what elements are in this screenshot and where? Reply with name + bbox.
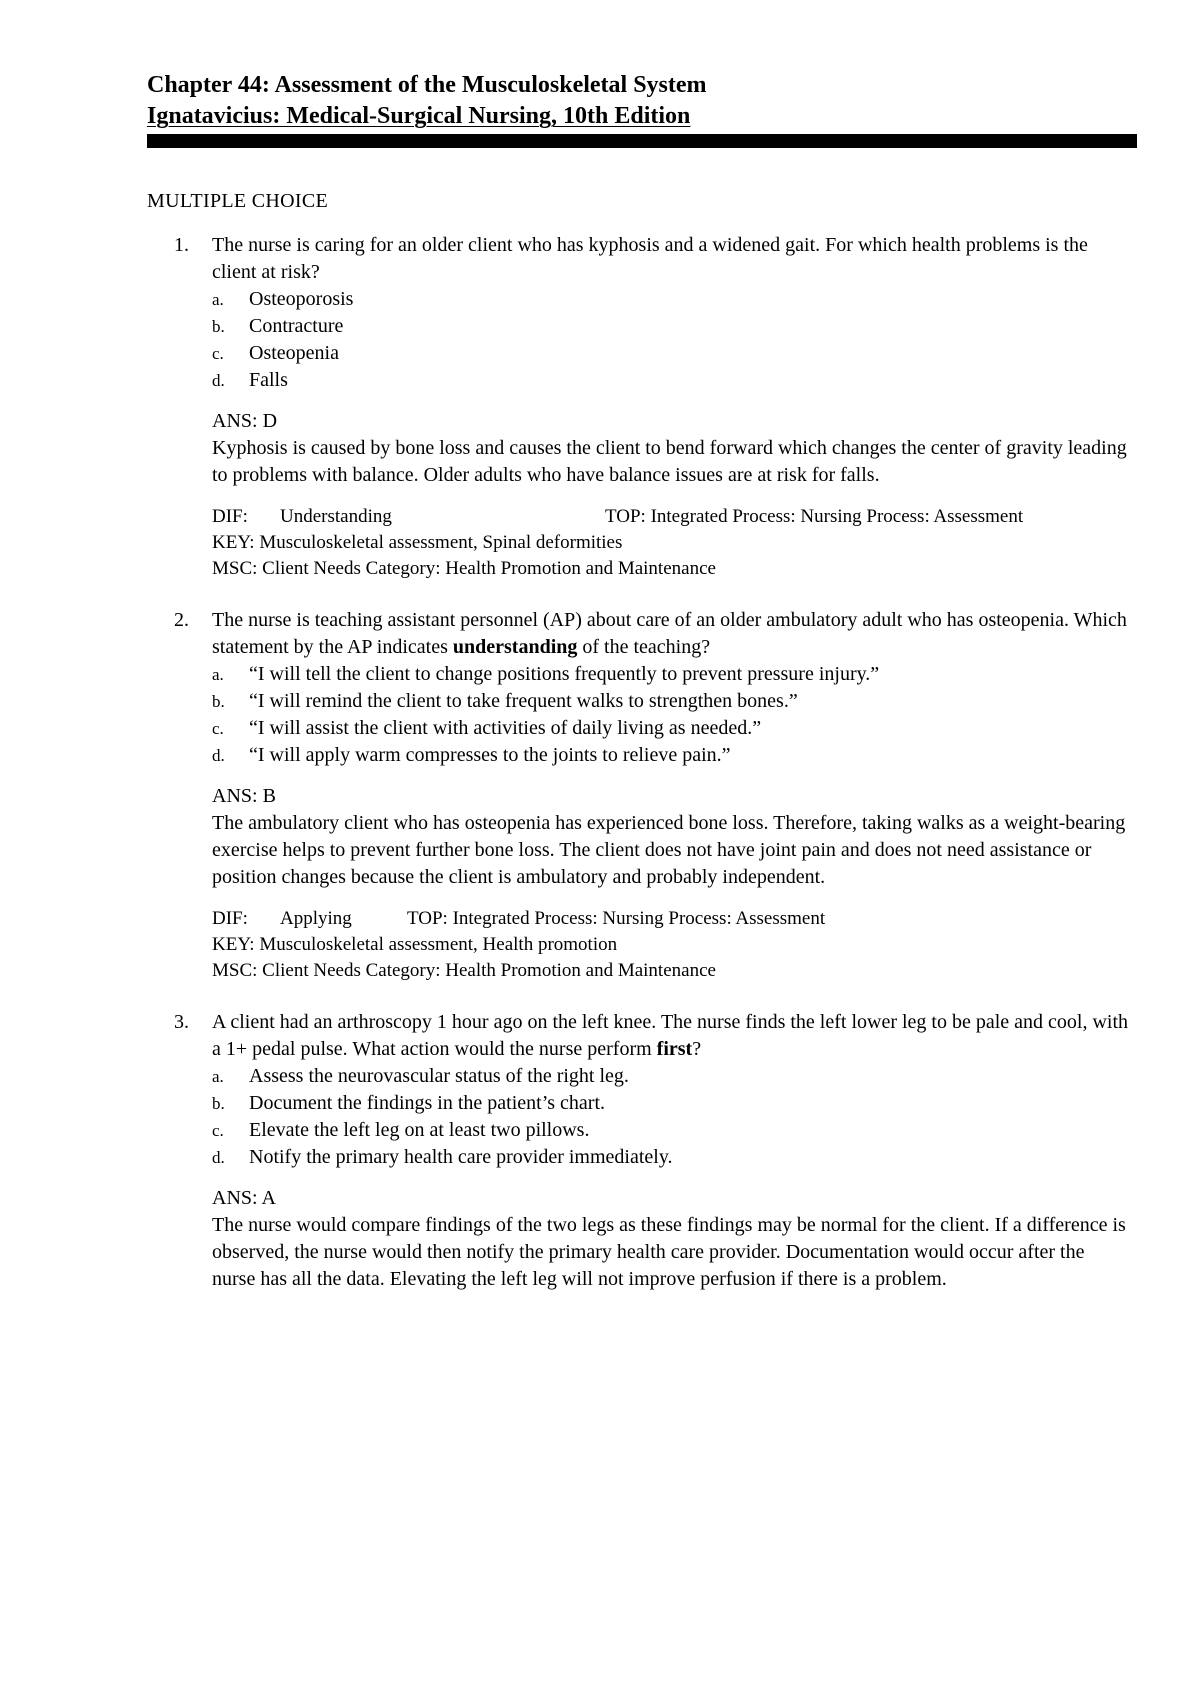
answer-key: ANS: B [212,785,276,807]
option-text: Notify the primary health care provider immediately. [249,1146,673,1168]
dif-top-row [212,504,1137,530]
option-text: Osteopenia [249,342,339,364]
option-b [212,1090,1137,1117]
option-text: “I will apply warm compresses to the joints to relieve pain.” [249,744,731,766]
option-d [212,742,1137,769]
stem-emphasis: understanding [452,636,578,658]
question-1 [147,232,1137,582]
question-stem [212,607,1137,661]
dif-value: Understanding [280,506,392,527]
dif-label: DIF: [212,908,248,929]
option-text: Document the findings in the patient’s chart. [249,1092,606,1114]
option-letter: b. [212,692,225,711]
answer-options [212,1063,1137,1171]
question-stem: The nurse is caring for an older client who has kyphosis and a widened gait. For which health problems is the client at risk? [212,234,1088,283]
option-text: Osteoporosis [249,288,354,310]
option-c [212,340,1137,367]
option-a [212,1063,1137,1090]
header-rule [147,134,1137,148]
dif-label: DIF: [212,506,248,527]
answer-key: ANS: D [212,410,278,432]
document-page [147,70,1137,1293]
rationale: The ambulatory client who has osteopenia has experienced bone loss. Therefore, taking walks as a weight-bearing exercise helps to prevent further bone loss. The client does not have joint pain and does not need assistance or position changes because the client is ambulatory and probably independent. [212,812,1126,888]
option-letter: a. [212,290,224,309]
option-letter: a. [212,1067,224,1086]
option-b [212,313,1137,340]
option-d [212,1144,1137,1171]
msc-category: MSC: Client Needs Category: Health Promotion and Maintenance [212,960,716,981]
option-letter: c. [212,344,224,363]
option-letter: b. [212,317,225,336]
option-text: Elevate the left leg on at least two pillows. [249,1119,590,1141]
option-text: Assess the neurovascular status of the right leg. [249,1065,629,1087]
option-c [212,715,1137,742]
option-letter: c. [212,719,224,738]
topic: TOP: Integrated Process: Nursing Process: Assessment [407,908,826,929]
question-2 [147,607,1137,984]
option-letter: c. [212,1121,224,1140]
stem-text-end: ? [692,1038,702,1060]
option-letter: d. [212,1148,225,1167]
question-number: 2. [174,609,189,631]
question-3 [147,1009,1137,1293]
answer-key: ANS: A [212,1187,276,1209]
option-b [212,688,1137,715]
question-number: 1. [174,234,189,256]
option-letter: a. [212,665,224,684]
question-metadata [212,504,1137,582]
rationale: The nurse would compare findings of the two legs as these findings may be normal for the client. If a difference is observed, the nurse would then notify the primary health care provider. Documentation would occur after the nurse has all the data. Elevating the left leg will not improve perfusion if there is a problem. [212,1214,1126,1290]
keywords: KEY: Musculoskeletal assessment, Spinal deformities [212,532,623,553]
question-stem [212,1009,1137,1063]
stem-text: A client had an arthroscopy 1 hour ago on the left knee. The nurse finds the left lower leg to be pale and cool, with a 1+ pedal pulse. What action would the nurse perform [212,1011,1129,1060]
option-letter: b. [212,1094,225,1113]
answer-options [212,286,1137,394]
answer-options [212,661,1137,769]
option-text: “I will tell the client to change positions frequently to prevent pressure injury.” [249,663,880,685]
option-text: Falls [249,369,288,391]
question-metadata [212,906,1137,984]
section-heading: MULTIPLE CHOICE [147,190,328,212]
option-text: “I will assist the client with activities of daily living as needed.” [249,717,762,739]
option-letter: d. [212,746,225,765]
keywords: KEY: Musculoskeletal assessment, Health promotion [212,934,618,955]
dif-top-row [212,906,1137,932]
topic: TOP: Integrated Process: Nursing Process: Assessment [605,506,1024,527]
stem-emphasis: first [656,1038,693,1060]
option-c [212,1117,1137,1144]
stem-text: The nurse is teaching assistant personnel (AP) about care of an older ambulatory adult who has osteopenia. Which statement by the AP indicates [212,609,1127,658]
chapter-title: Chapter 44: Assessment of the Musculoskeletal System [147,72,707,98]
option-text: Contracture [249,315,344,337]
option-a [212,661,1137,688]
dif-value: Applying [280,908,352,929]
option-d [212,367,1137,394]
option-a [212,286,1137,313]
stem-text-end: of the teaching? [577,636,711,658]
option-letter: d. [212,371,225,390]
rationale: Kyphosis is caused by bone loss and causes the client to bend forward which changes the center of gravity leading to problems with balance. Older adults who have balance issues are at risk for falls. [212,437,1127,486]
msc-category: MSC: Client Needs Category: Health Promotion and Maintenance [212,558,716,579]
book-subtitle: Ignatavicius: Medical-Surgical Nursing, 10th Edition [147,103,691,129]
option-text: “I will remind the client to take frequent walks to strengthen bones.” [249,690,798,712]
question-number: 3. [174,1011,189,1033]
